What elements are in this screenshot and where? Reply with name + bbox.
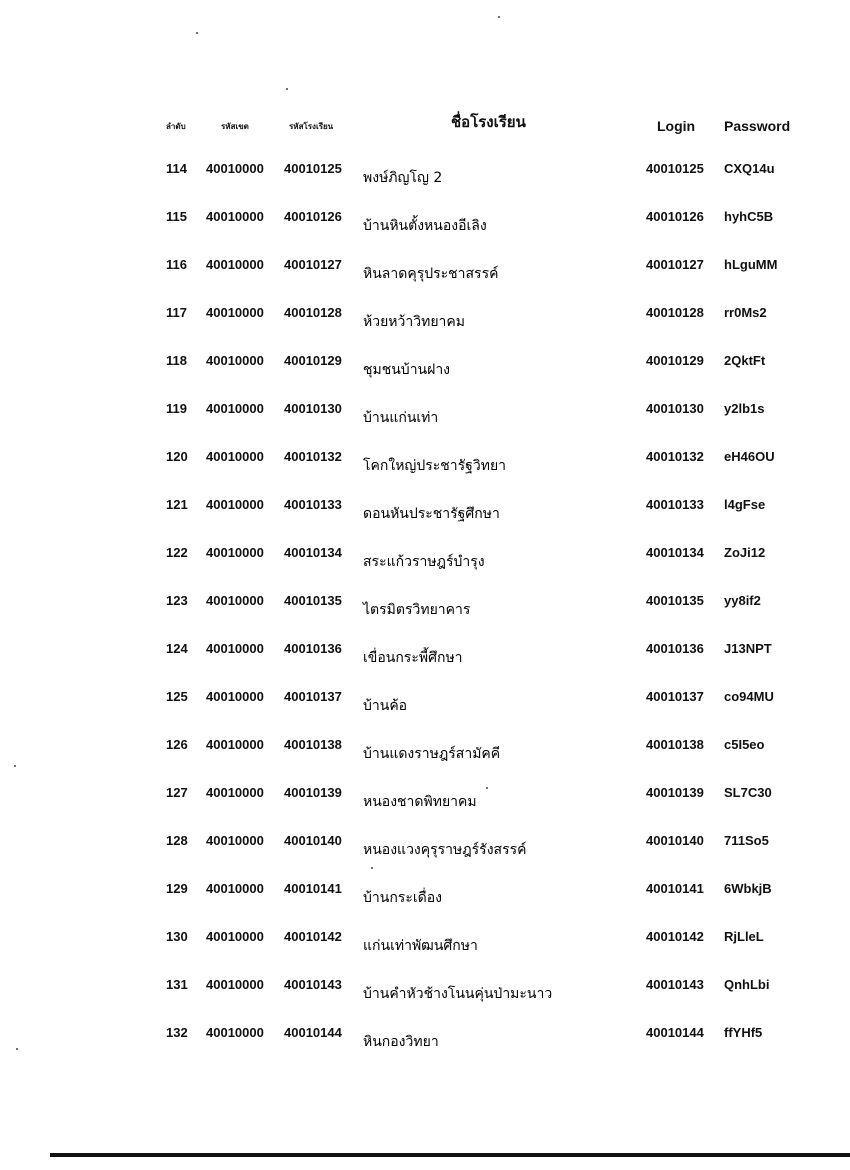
row-number: 129	[166, 881, 188, 896]
table-row	[0, 1025, 850, 1073]
row-password: 6WbkjB	[724, 881, 772, 896]
row-login: 40010144	[646, 1025, 704, 1040]
scan-speck	[498, 16, 500, 18]
row-password: eH46OU	[724, 449, 775, 464]
row-district-code: 40010000	[206, 593, 264, 608]
table-row	[0, 737, 850, 785]
row-school-name: บ้านหินตั้งหนองอีเลิง	[363, 218, 487, 234]
row-school-name: บ้านแดงราษฎร์สามัคคี	[363, 746, 501, 762]
row-school-code: 40010125	[284, 161, 342, 176]
header-login: Login	[657, 118, 696, 134]
scan-speck	[286, 88, 288, 90]
row-password: J13NPT	[724, 641, 772, 656]
table-row	[0, 689, 850, 737]
row-district-code: 40010000	[206, 1025, 264, 1040]
row-school-code: 40010133	[284, 497, 342, 512]
row-login: 40010143	[646, 977, 704, 992]
row-district-code: 40010000	[206, 641, 264, 656]
row-login: 40010139	[646, 785, 704, 800]
row-login: 40010132	[646, 449, 704, 464]
row-school-code: 40010142	[284, 929, 342, 944]
table-row	[0, 401, 850, 449]
bottom-rule	[50, 1153, 850, 1157]
row-district-code: 40010000	[206, 785, 264, 800]
row-password: CXQ14u	[724, 161, 775, 176]
row-number: 126	[166, 737, 188, 752]
row-password: hLguMM	[724, 257, 778, 272]
row-number: 122	[166, 545, 188, 560]
row-number: 114	[166, 161, 187, 176]
row-school-code: 40010135	[284, 593, 342, 608]
row-login: 40010125	[646, 161, 704, 176]
row-school-name: บ้านกระเดื่อง	[363, 890, 442, 906]
row-password: RjLleL	[724, 929, 764, 944]
table-row	[0, 785, 850, 833]
row-login: 40010137	[646, 689, 704, 704]
table-row	[0, 881, 850, 929]
row-number: 128	[166, 833, 188, 848]
scan-speck	[196, 32, 198, 34]
row-school-code: 40010143	[284, 977, 342, 992]
row-school-name: บ้านแก่นเท่า	[363, 410, 439, 426]
table-row	[0, 833, 850, 881]
row-number: 132	[166, 1025, 188, 1040]
row-school-name: หินลาดคุรุประชาสรรค์	[363, 266, 499, 282]
row-number: 120	[166, 449, 188, 464]
row-school-name: ชุมชนบ้านฝาง	[363, 362, 451, 378]
row-password: QnhLbi	[724, 977, 770, 992]
row-district-code: 40010000	[206, 161, 264, 176]
row-school-name: บ้านค้อ	[363, 698, 408, 714]
row-number: 123	[166, 593, 188, 608]
row-school-name: เขื่อนกระพี้ศึกษา	[363, 650, 463, 666]
row-district-code: 40010000	[206, 209, 264, 224]
row-school-code: 40010137	[284, 689, 342, 704]
row-school-code: 40010144	[284, 1025, 342, 1040]
row-district-code: 40010000	[206, 881, 264, 896]
row-password: hyhC5B	[724, 209, 774, 224]
table-row	[0, 545, 850, 593]
row-school-code: 40010129	[284, 353, 342, 368]
row-district-code: 40010000	[206, 545, 264, 560]
row-district-code: 40010000	[206, 353, 264, 368]
row-login: 40010142	[646, 929, 704, 944]
row-password: co94MU	[724, 689, 774, 704]
row-district-code: 40010000	[206, 449, 264, 464]
row-number: 124	[166, 641, 188, 656]
row-school-code: 40010126	[284, 209, 342, 224]
row-district-code: 40010000	[206, 401, 264, 416]
row-password: 711So5	[724, 833, 769, 848]
row-login: 40010127	[646, 257, 704, 272]
row-district-code: 40010000	[206, 833, 264, 848]
row-school-name: สระแก้วราษฎร์บำรุง	[363, 554, 485, 570]
row-login: 40010138	[646, 737, 704, 752]
row-login: 40010134	[646, 545, 704, 560]
row-school-code: 40010134	[284, 545, 342, 560]
row-number: 118	[166, 353, 187, 368]
table-row	[0, 497, 850, 545]
row-school-name: ไตรมิตรวิทยาคาร	[363, 602, 471, 618]
row-login: 40010130	[646, 401, 704, 416]
row-number: 115	[166, 209, 187, 224]
row-school-code: 40010136	[284, 641, 342, 656]
row-login: 40010141	[646, 881, 704, 896]
row-number: 127	[166, 785, 188, 800]
row-school-name: พงษ์ภิญโญ 2	[363, 170, 443, 186]
row-school-name: หนองชาดพิทยาคม	[363, 794, 477, 810]
header-no: ลำดับ	[166, 122, 186, 131]
table-row	[0, 593, 850, 641]
table-row	[0, 305, 850, 353]
row-school-name: หินกองวิทยา	[363, 1034, 439, 1050]
table-row	[0, 929, 850, 977]
row-school-code: 40010140	[284, 833, 342, 848]
row-login: 40010128	[646, 305, 704, 320]
row-login: 40010135	[646, 593, 704, 608]
row-password: SL7C30	[724, 785, 772, 800]
table-row	[0, 257, 850, 305]
row-login: 40010129	[646, 353, 704, 368]
row-district-code: 40010000	[206, 257, 264, 272]
header-password: Password	[724, 118, 791, 134]
row-school-name: ห้วยหว้าวิทยาคม	[363, 314, 465, 330]
row-school-code: 40010130	[284, 401, 342, 416]
row-school-code: 40010127	[284, 257, 342, 272]
row-number: 117	[166, 305, 187, 320]
row-number: 125	[166, 689, 188, 704]
table-row	[0, 449, 850, 497]
row-password: l4gFse	[724, 497, 766, 512]
header-school-code: รหัสโรงเรียน	[289, 122, 334, 131]
row-number: 121	[166, 497, 188, 512]
table-row	[0, 161, 850, 209]
row-district-code: 40010000	[206, 737, 264, 752]
row-number: 116	[166, 257, 187, 272]
table-row	[0, 641, 850, 689]
row-district-code: 40010000	[206, 305, 264, 320]
row-school-name: บ้านคำหัวช้างโนนคุ่นป่ามะนาว	[363, 986, 553, 1002]
row-number: 119	[166, 401, 187, 416]
row-number: 130	[166, 929, 188, 944]
table-row	[0, 209, 850, 257]
row-login: 40010136	[646, 641, 704, 656]
row-school-code: 40010138	[284, 737, 342, 752]
table-row	[0, 353, 850, 401]
row-password: y2lb1s	[724, 401, 765, 416]
row-password: c5I5eo	[724, 737, 765, 752]
table-row	[0, 977, 850, 1025]
table-header	[0, 104, 850, 144]
row-login: 40010126	[646, 209, 704, 224]
header-district-code: รหัสเขต	[221, 122, 249, 131]
row-password: 2QktFt	[724, 353, 766, 368]
row-school-name: หนองแวงคุรุราษฎร์รังสรรค์	[363, 842, 527, 858]
row-login: 40010133	[646, 497, 704, 512]
row-school-code: 40010139	[284, 785, 342, 800]
row-school-code: 40010132	[284, 449, 342, 464]
row-number: 131	[166, 977, 188, 992]
row-district-code: 40010000	[206, 929, 264, 944]
row-school-name: แก่นเท่าพัฒนศึกษา	[363, 938, 478, 954]
row-district-code: 40010000	[206, 689, 264, 704]
row-login: 40010140	[646, 833, 704, 848]
row-password: ZoJi12	[724, 545, 766, 560]
row-school-name: ดอนหันประชารัฐศึกษา	[363, 506, 500, 522]
row-password: ffYHf5	[724, 1025, 763, 1040]
row-school-name: โคกใหญ่ประชารัฐวิทยา	[363, 458, 507, 474]
header-school-name: ชื่อโรงเรียน	[451, 113, 526, 131]
row-password: rr0Ms2	[724, 305, 767, 320]
row-district-code: 40010000	[206, 977, 264, 992]
row-school-code: 40010141	[284, 881, 342, 896]
row-school-code: 40010128	[284, 305, 342, 320]
row-password: yy8if2	[724, 593, 761, 608]
row-district-code: 40010000	[206, 497, 264, 512]
